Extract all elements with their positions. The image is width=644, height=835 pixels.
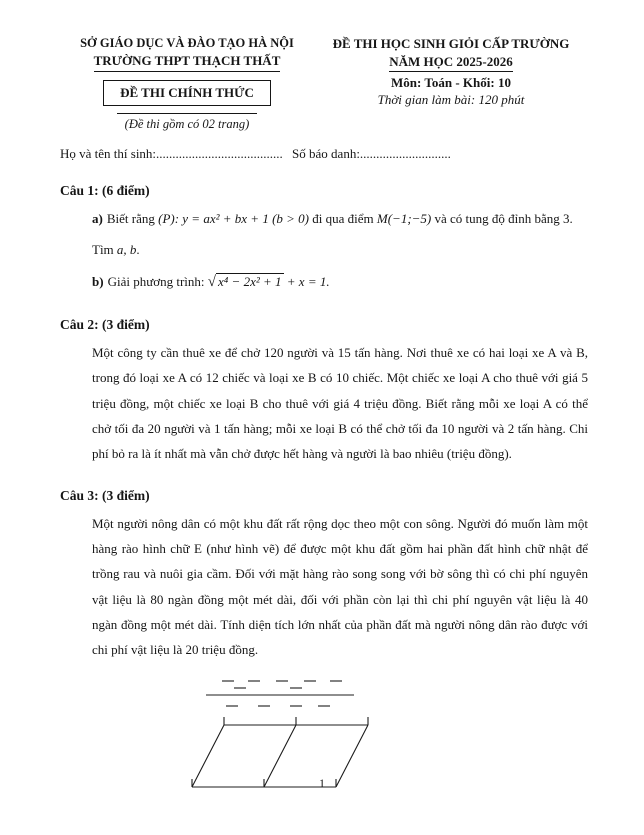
candidate-name-label: Họ và tên thí sinh:....................................... [60, 145, 283, 161]
question-1b-line [92, 269, 588, 295]
exam-header [60, 36, 588, 133]
question-1-body [92, 208, 588, 296]
q1a-parabola-formula: (P): y = ax² + bx + 1 (b > 0) [158, 210, 309, 226]
exam-duration: Thời gian làm bài: 120 phút [377, 91, 525, 107]
question-3 [60, 487, 588, 800]
q1a-point-m: M(−1;−5) [376, 210, 432, 226]
candidate-number-label: Số báo danh:............................ [292, 145, 451, 161]
q1a-text-mid: đi qua điểm [309, 210, 377, 226]
page-number: 1 [319, 776, 325, 790]
official-exam-box: ĐỀ THI CHÍNH THỨC [103, 80, 271, 106]
exam-title-block [314, 36, 588, 108]
issuer-block [60, 36, 314, 133]
question-3-title: Câu 3: (3 điểm) [60, 487, 150, 503]
q1a-text-post: và có tung độ đỉnh bằng 3. [431, 210, 573, 226]
part-b-label: b) [92, 274, 104, 290]
q1a-text-pre: Biết rằng [106, 210, 159, 226]
question-1a-line2 [92, 239, 588, 262]
department-name: SỞ GIÁO DỤC VÀ ĐÀO TẠO HÀ NỘI [80, 36, 294, 50]
exam-year: NĂM HỌC 2025-2026 [389, 54, 513, 72]
pages-note-row [60, 106, 314, 133]
q1a2-text-pre: Tìm [92, 241, 117, 257]
water-dashes-upper [222, 681, 342, 688]
candidate-line [60, 146, 588, 162]
exam-title: ĐỀ THI HỌC SINH GIỎI CẤP TRƯỜNG [332, 36, 570, 51]
question-1 [60, 182, 588, 296]
question-1-title: Câu 1: (6 điểm) [60, 182, 150, 198]
school-name-row [60, 52, 314, 72]
q1a2-text-post: . [136, 241, 140, 257]
question-3-body [92, 511, 588, 800]
question-2-body [92, 340, 588, 467]
q1a2-variables: a, b [116, 241, 137, 257]
q1b-equation [208, 274, 330, 289]
question-3-text: Một người nông dân có một khu đất rất rộng dọc theo một con sông. Người đó muốn làm một hàng rào hình chữ E (như hình vẽ) để được một khu đất gồm hai phần đất hình chữ nhật để trồng rau và nuôi gia cầm. Đối với mặt hàng rào song song với bờ sông thì có chi phí nguyên vật liệu là 80 ngàn đồng một mét dài, đối với phần còn lại thì chi phí nguyên vật liệu là 40 ngàn đồng một mét dài. Tính diện tích lớn nhất của phần đất mà người nông dân rào được với chi phí vật liệu là 20 triệu đồng. [92, 515, 588, 658]
question-1a-line1 [92, 208, 588, 231]
radicand-expression: x⁴ − 2x² + 1 [218, 274, 282, 290]
question-2-text: Một công ty cần thuê xe để chở 120 người và 15 tấn hàng. Nơi thuê xe có hai loại xe A và B, trong đó loại xe A có 12 chiếc và loại xe B có 10 chiếc. Một chiếc xe loại A cho thuê với giá 5 triệu đồng, một chiếc xe loại B cho thuê với giá 4 triệu đồng. Biết rằng mỗi xe loại A có thể chở tối đa 20 người và 1 tấn hàng; mỗi xe loại B có thể chở tối đa 10 người và 2 tấn hàng. Chi phí bỏ ra là ít nhất mà vẫn chở được hết hàng và người là bao nhiêu (triệu đồng). [92, 344, 588, 462]
q1b-equation-tail: + x = 1. [283, 274, 330, 290]
question-2 [60, 316, 588, 467]
part-a-label: a) [92, 210, 103, 226]
exam-subject: Môn: Toán - Khối: 10 [391, 74, 511, 90]
q1b-text-pre: Giải phương trình: [107, 274, 208, 290]
pages-note: (Đề thi gồm có 02 trang) [117, 113, 258, 132]
official-exam-row [60, 72, 314, 106]
school-name: TRƯỜNG THPT THẠCH THẤT [94, 53, 281, 72]
exam-year-row [314, 53, 588, 72]
question-2-title: Câu 2: (3 điểm) [60, 316, 150, 332]
radical-sign: √ [207, 274, 217, 291]
